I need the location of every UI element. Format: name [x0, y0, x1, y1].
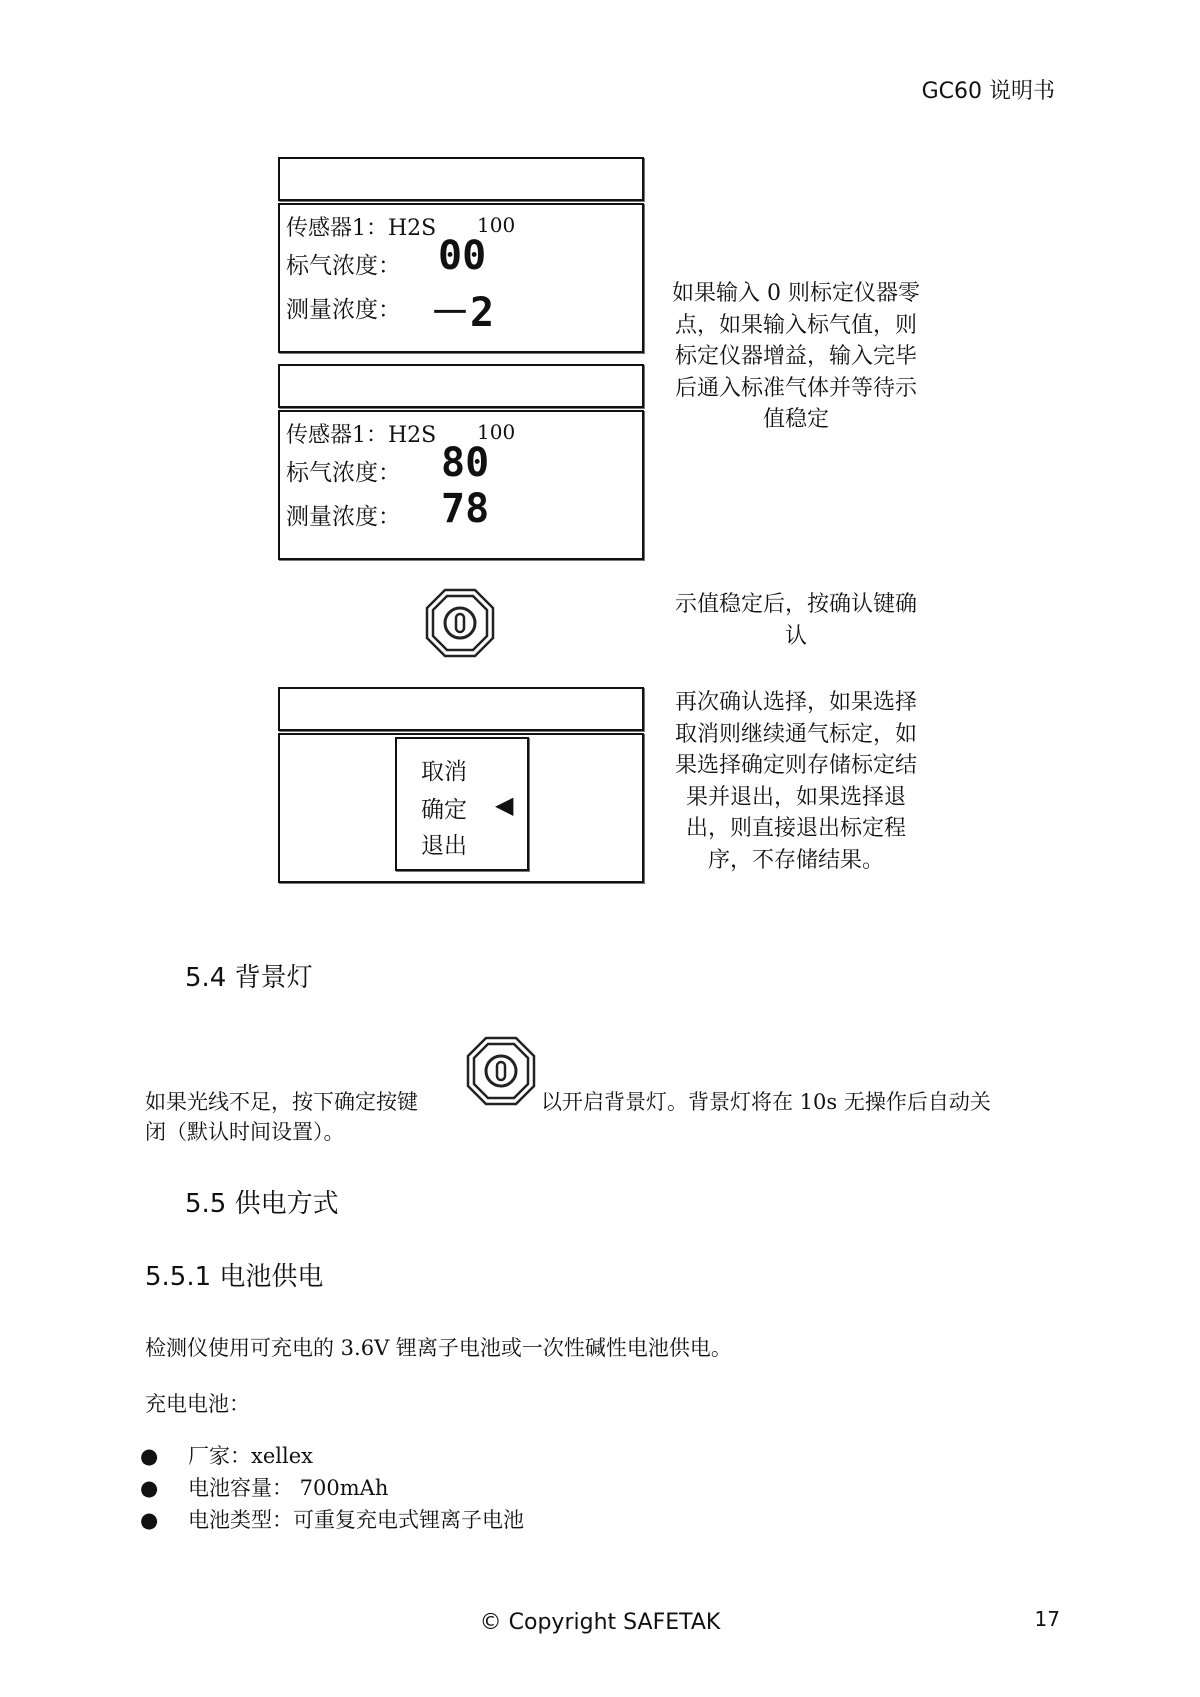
- desc-line: 果并退出，如果选择退: [685, 784, 906, 810]
- menu-item-confirm[interactable]: 确定: [421, 797, 467, 823]
- meas-conc-label: 测量浓度：: [286, 504, 401, 530]
- backlight-text-line2: 闭（默认时间设置）。: [145, 1120, 345, 1144]
- std-conc-value: 00: [438, 233, 487, 279]
- section-heading-5-4: 5.4 背景灯: [185, 963, 313, 993]
- list-item: ● 电池容量： 700mAh: [140, 1476, 389, 1500]
- footer-copyright: © Copyright SAFETAK: [479, 1610, 721, 1635]
- confirm-menu: [395, 737, 529, 871]
- confirm-key-icon: [425, 588, 495, 658]
- desc-line: 点，如果输入标气值，则: [674, 312, 917, 338]
- lcd-screen-span: [278, 410, 644, 560]
- meas-conc-value: －2: [430, 290, 495, 336]
- bullet-text: 厂家：xellex: [188, 1444, 313, 1468]
- sensor-range: 100: [477, 420, 516, 444]
- lcd-title-bar: [278, 364, 644, 408]
- rechargeable-label: 充电电池：: [145, 1392, 250, 1416]
- menu-item-exit[interactable]: 退出: [421, 833, 467, 859]
- lcd-screen-menu: [278, 733, 644, 883]
- sensor-label: 传感器1：H2S: [286, 423, 437, 448]
- desc-line: 认: [784, 623, 807, 649]
- lcd-title-bar: [278, 157, 644, 201]
- list-item: ● 厂家：xellex: [140, 1444, 313, 1468]
- desc-line: 出，则直接退出标定程: [685, 816, 906, 841]
- menu-item-cancel[interactable]: 取消: [421, 759, 467, 785]
- desc-line: 值稳定: [762, 407, 829, 432]
- desc-line: 果选择确定则存储标定结: [674, 753, 917, 778]
- desc-confirm: [660, 589, 932, 652]
- desc-line: 序，不存储结果。: [707, 847, 884, 873]
- std-conc-value: 80: [441, 440, 490, 486]
- meas-conc-label: 测量浓度：: [286, 297, 401, 323]
- desc-menu: [660, 687, 932, 876]
- lcd-title-bar: [278, 687, 644, 731]
- backlight-text-after-icon: 以开启背景灯。背景灯将在 10s 无操作后自动关: [541, 1090, 991, 1114]
- section-heading-5-5: 5.5 供电方式: [185, 1189, 339, 1219]
- std-conc-label: 标气浓度：: [286, 253, 401, 279]
- page-number: 17: [1034, 1607, 1060, 1631]
- desc-line: 后通入标准气体并等待示: [674, 375, 917, 401]
- battery-spec-list: [140, 1440, 524, 1536]
- backlight-text-before-icon: 如果光线不足，按下确定按键: [145, 1090, 418, 1114]
- std-conc-label: 标气浓度：: [286, 460, 401, 486]
- desc-line: 示值稳定后，按确认键确: [674, 592, 917, 617]
- desc-line: 再次确认选择，如果选择: [674, 690, 917, 715]
- selection-arrow-icon: ◀: [495, 791, 514, 819]
- desc-line: 取消则继续通气标定，如: [674, 721, 917, 747]
- sensor-label: 传感器1：H2S: [286, 216, 437, 241]
- desc-line: 如果输入 0 则标定仪器零: [672, 281, 920, 306]
- battery-paragraph: 检测仪使用可充电的 3.6V 锂离子电池或一次性碱性电池供电。: [145, 1336, 732, 1360]
- lcd-screen-zero: [278, 203, 644, 353]
- desc-calibration: [660, 278, 932, 436]
- desc-line: 标定仪器增益，输入完毕: [674, 344, 917, 369]
- meas-conc-value: 78: [441, 486, 490, 532]
- sensor-range: 100: [477, 213, 516, 237]
- header-title: GC60 说明书: [921, 79, 1055, 104]
- confirm-key-icon: [466, 1036, 536, 1106]
- bullet-text: 电池类型：可重复充电式锂离子电池: [188, 1508, 524, 1532]
- list-item: ● 电池类型：可重复充电式锂离子电池: [140, 1508, 524, 1532]
- section-heading-5-5-1: 5.5.1 电池供电: [145, 1262, 324, 1292]
- bullet-text: 电池容量： 700mAh: [188, 1476, 389, 1500]
